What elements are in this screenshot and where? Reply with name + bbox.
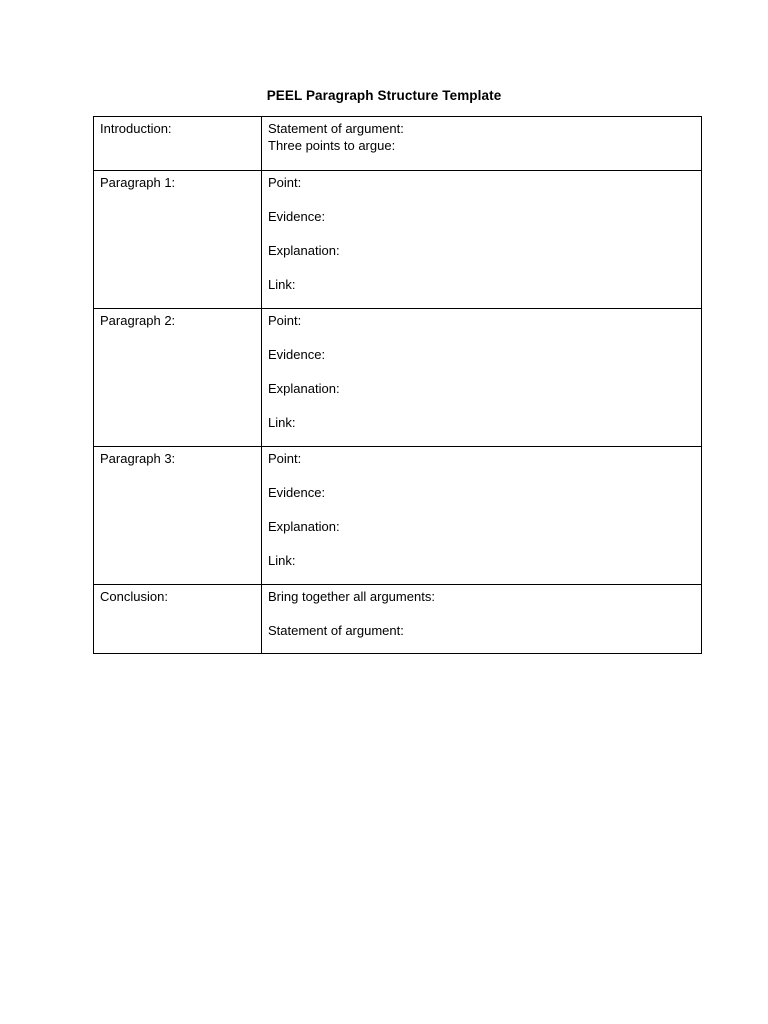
field-evidence: Evidence:: [268, 209, 326, 224]
row-content-paragraph-3: [262, 447, 702, 585]
table-row-introduction: [94, 117, 702, 171]
field-bring-together: Bring together all arguments:: [268, 589, 435, 604]
field-link: Link:: [268, 553, 296, 568]
row-label-paragraph-2: Paragraph 2:: [94, 309, 262, 447]
row-label-introduction: Introduction:: [94, 117, 262, 171]
field-evidence: Evidence:: [268, 347, 326, 362]
row-content-paragraph-2: [262, 309, 702, 447]
table-row-paragraph-2: [94, 309, 702, 447]
row-label-paragraph-3: Paragraph 3:: [94, 447, 262, 585]
row-label-paragraph-1: Paragraph 1:: [94, 171, 262, 309]
field-point: Point:: [268, 313, 302, 328]
row-content-paragraph-1: [262, 171, 702, 309]
row-content-conclusion: [262, 585, 702, 654]
field-point: Point:: [268, 175, 302, 190]
field-explanation: Explanation:: [268, 381, 340, 396]
peel-template-table: [93, 116, 702, 654]
row-label-conclusion: Conclusion:: [94, 585, 262, 654]
field-point: Point:: [268, 451, 302, 466]
page-title: PEEL Paragraph Structure Template: [266, 88, 502, 103]
field-link: Link:: [268, 277, 296, 292]
field-statement-of-argument: Statement of argument:: [268, 121, 404, 136]
table-row-paragraph-1: [94, 171, 702, 309]
row-content-introduction: [262, 117, 702, 171]
field-statement-of-argument: Statement of argument:: [268, 623, 404, 638]
table-row-paragraph-3: [94, 447, 702, 585]
table-row-conclusion: [94, 585, 702, 654]
field-three-points: Three points to argue:: [268, 138, 396, 153]
field-explanation: Explanation:: [268, 519, 340, 534]
field-explanation: Explanation:: [268, 243, 340, 258]
field-evidence: Evidence:: [268, 485, 326, 500]
field-link: Link:: [268, 415, 296, 430]
